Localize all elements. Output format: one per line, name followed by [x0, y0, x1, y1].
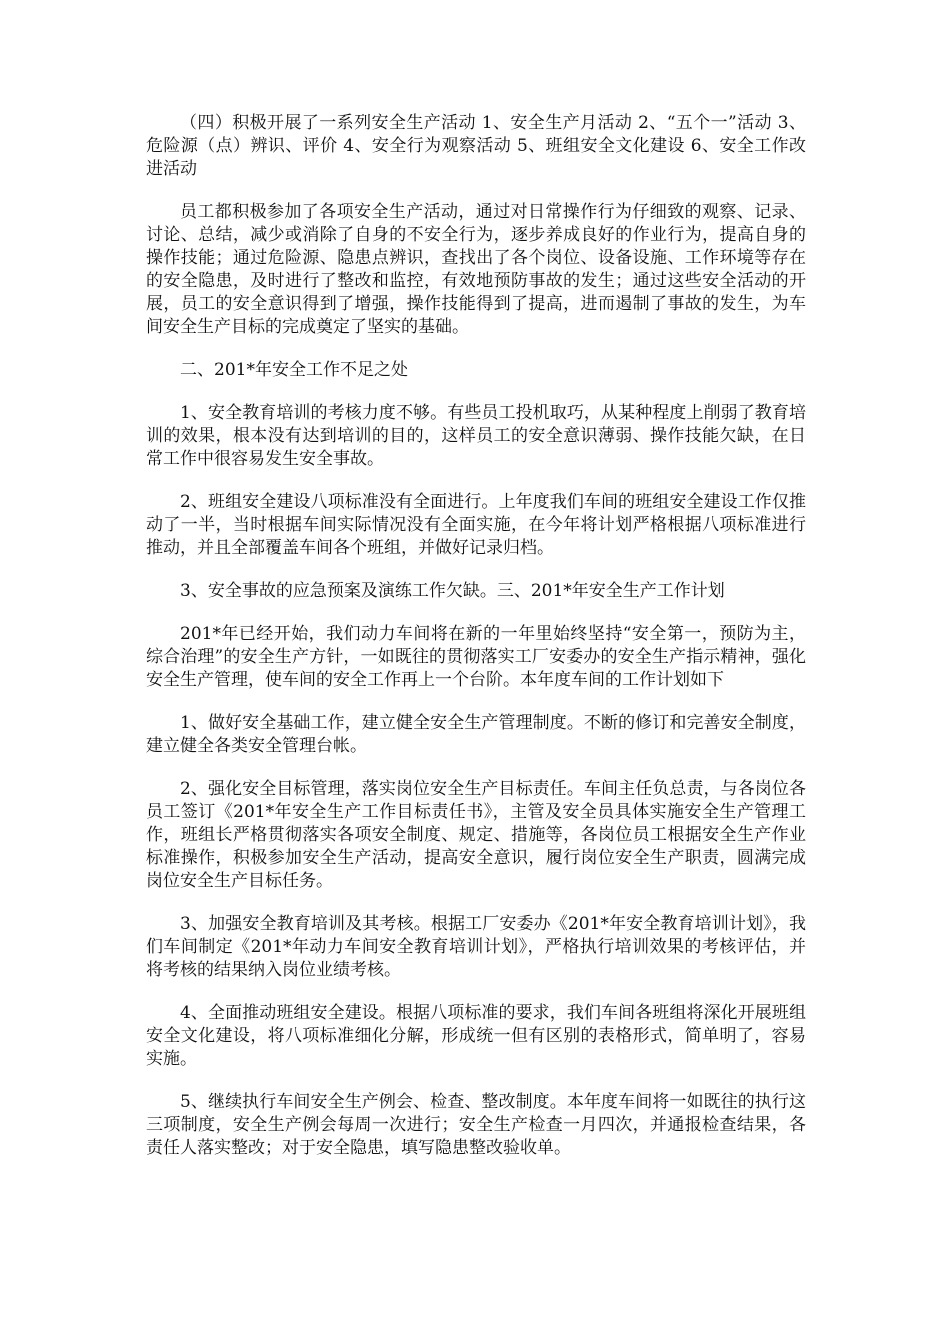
paragraph-plan-intro: 201*年已经开始，我们动力车间将在新的一年里始终坚持“安全第一，预防为主，综合治理”的安全生产方针，一如既往的贯彻落实工厂安委办的安全生产指示精神，强化安全生产管理，使车间的安全工作再上一个台阶。本年度车间的工作计划如下 — [146, 624, 806, 690]
document-body — [146, 112, 806, 1180]
paragraph-shortcoming-1: 1、安全教育培训的考核力度不够。有些员工投机取巧，从某种程度上削弱了教育培训的效果，根本没有达到培训的目的，这样员工的安全意识薄弱、操作技能欠缺，在日常工作中很容易发生安全事故。 — [146, 403, 806, 469]
paragraph-shortcoming-3: 3、安全事故的应急预案及演练工作欠缺。三、201*年安全生产工作计划 — [180, 581, 725, 601]
paragraph-plan-4: 4、全面推动班组安全建设。根据八项标准的要求，我们车间各班组将深化开展班组安全文化建设，将八项标准细化分解，形成统一但有区别的表格形式，简单明了，容易实施。 — [146, 1003, 806, 1069]
paragraph-plan-2: 2、强化安全目标管理，落实岗位安全生产目标责任。车间主任负总责，与各岗位各员工签订《201*年安全生产工作目标责任书》，主管及安全员具体实施安全生产管理工作，班组长严格贯彻落实各项安全制度、规定、措施等，各岗位员工根据安全生产作业标准操作，积极参加安全生产活动，提高安全意识，履行岗位安全生产职责，圆满完成岗位安全生产目标任务。 — [146, 779, 806, 891]
section-heading-shortcomings: 二、201*年安全工作不足之处 — [180, 360, 408, 380]
paragraph-plan-3: 3、加强安全教育培训及其考核。根据工厂安委办《201*年安全教育培训计划》，我们车间制定《201*年动力车间安全教育培训计划》，严格执行培训效果的考核评估，并将考核的结果纳入岗位业绩考核。 — [146, 914, 806, 980]
paragraph-plan-1: 1、做好安全基础工作，建立健全安全生产管理制度。不断的修订和完善安全制度，建立健全各类安全管理台帐。 — [146, 713, 806, 756]
paragraph-plan-5: 5、继续执行车间安全生产例会、检查、整改制度。本年度车间将一如既往的执行这三项制度，安全生产例会每周一次进行；安全生产检查一月四次，并通报检查结果，各责任人落实整改；对于安全隐患，填写隐患整改验收单。 — [146, 1092, 806, 1158]
paragraph-shortcoming-2: 2、班组安全建设八项标准没有全面进行。上年度我们车间的班组安全建设工作仅推动了一半，当时根据车间实际情况没有全面实施，在今年将计划严格根据八项标准进行推动，并且全部覆盖车间各个班组，并做好记录归档。 — [146, 492, 806, 558]
paragraph-employee-participation: 员工都积极参加了各项安全生产活动，通过对日常操作行为仔细致的观察、记录、讨论、总结，减少或消除了自身的不安全行为，逐步养成良好的作业行为，提高自身的操作技能；通过危险源、隐患点辨识，查找出了各个岗位、设备设施、工作环境等存在的安全隐患，及时进行了整改和监控，有效地预防事故的发生；通过这些安全活动的开展，员工的安全意识得到了增强，操作技能得到了提高，进而遏制了事故的发生，为车间安全生产目标的完成奠定了坚实的基础。 — [146, 202, 806, 337]
paragraph-activities: （四）积极开展了一系列安全生产活动 1、安全生产月活动 2、“五个一”活动 3、危险源（点）辨识、评价 4、安全行为观察活动 5、班组安全文化建设 6、安全工作改进活动 — [146, 113, 806, 179]
